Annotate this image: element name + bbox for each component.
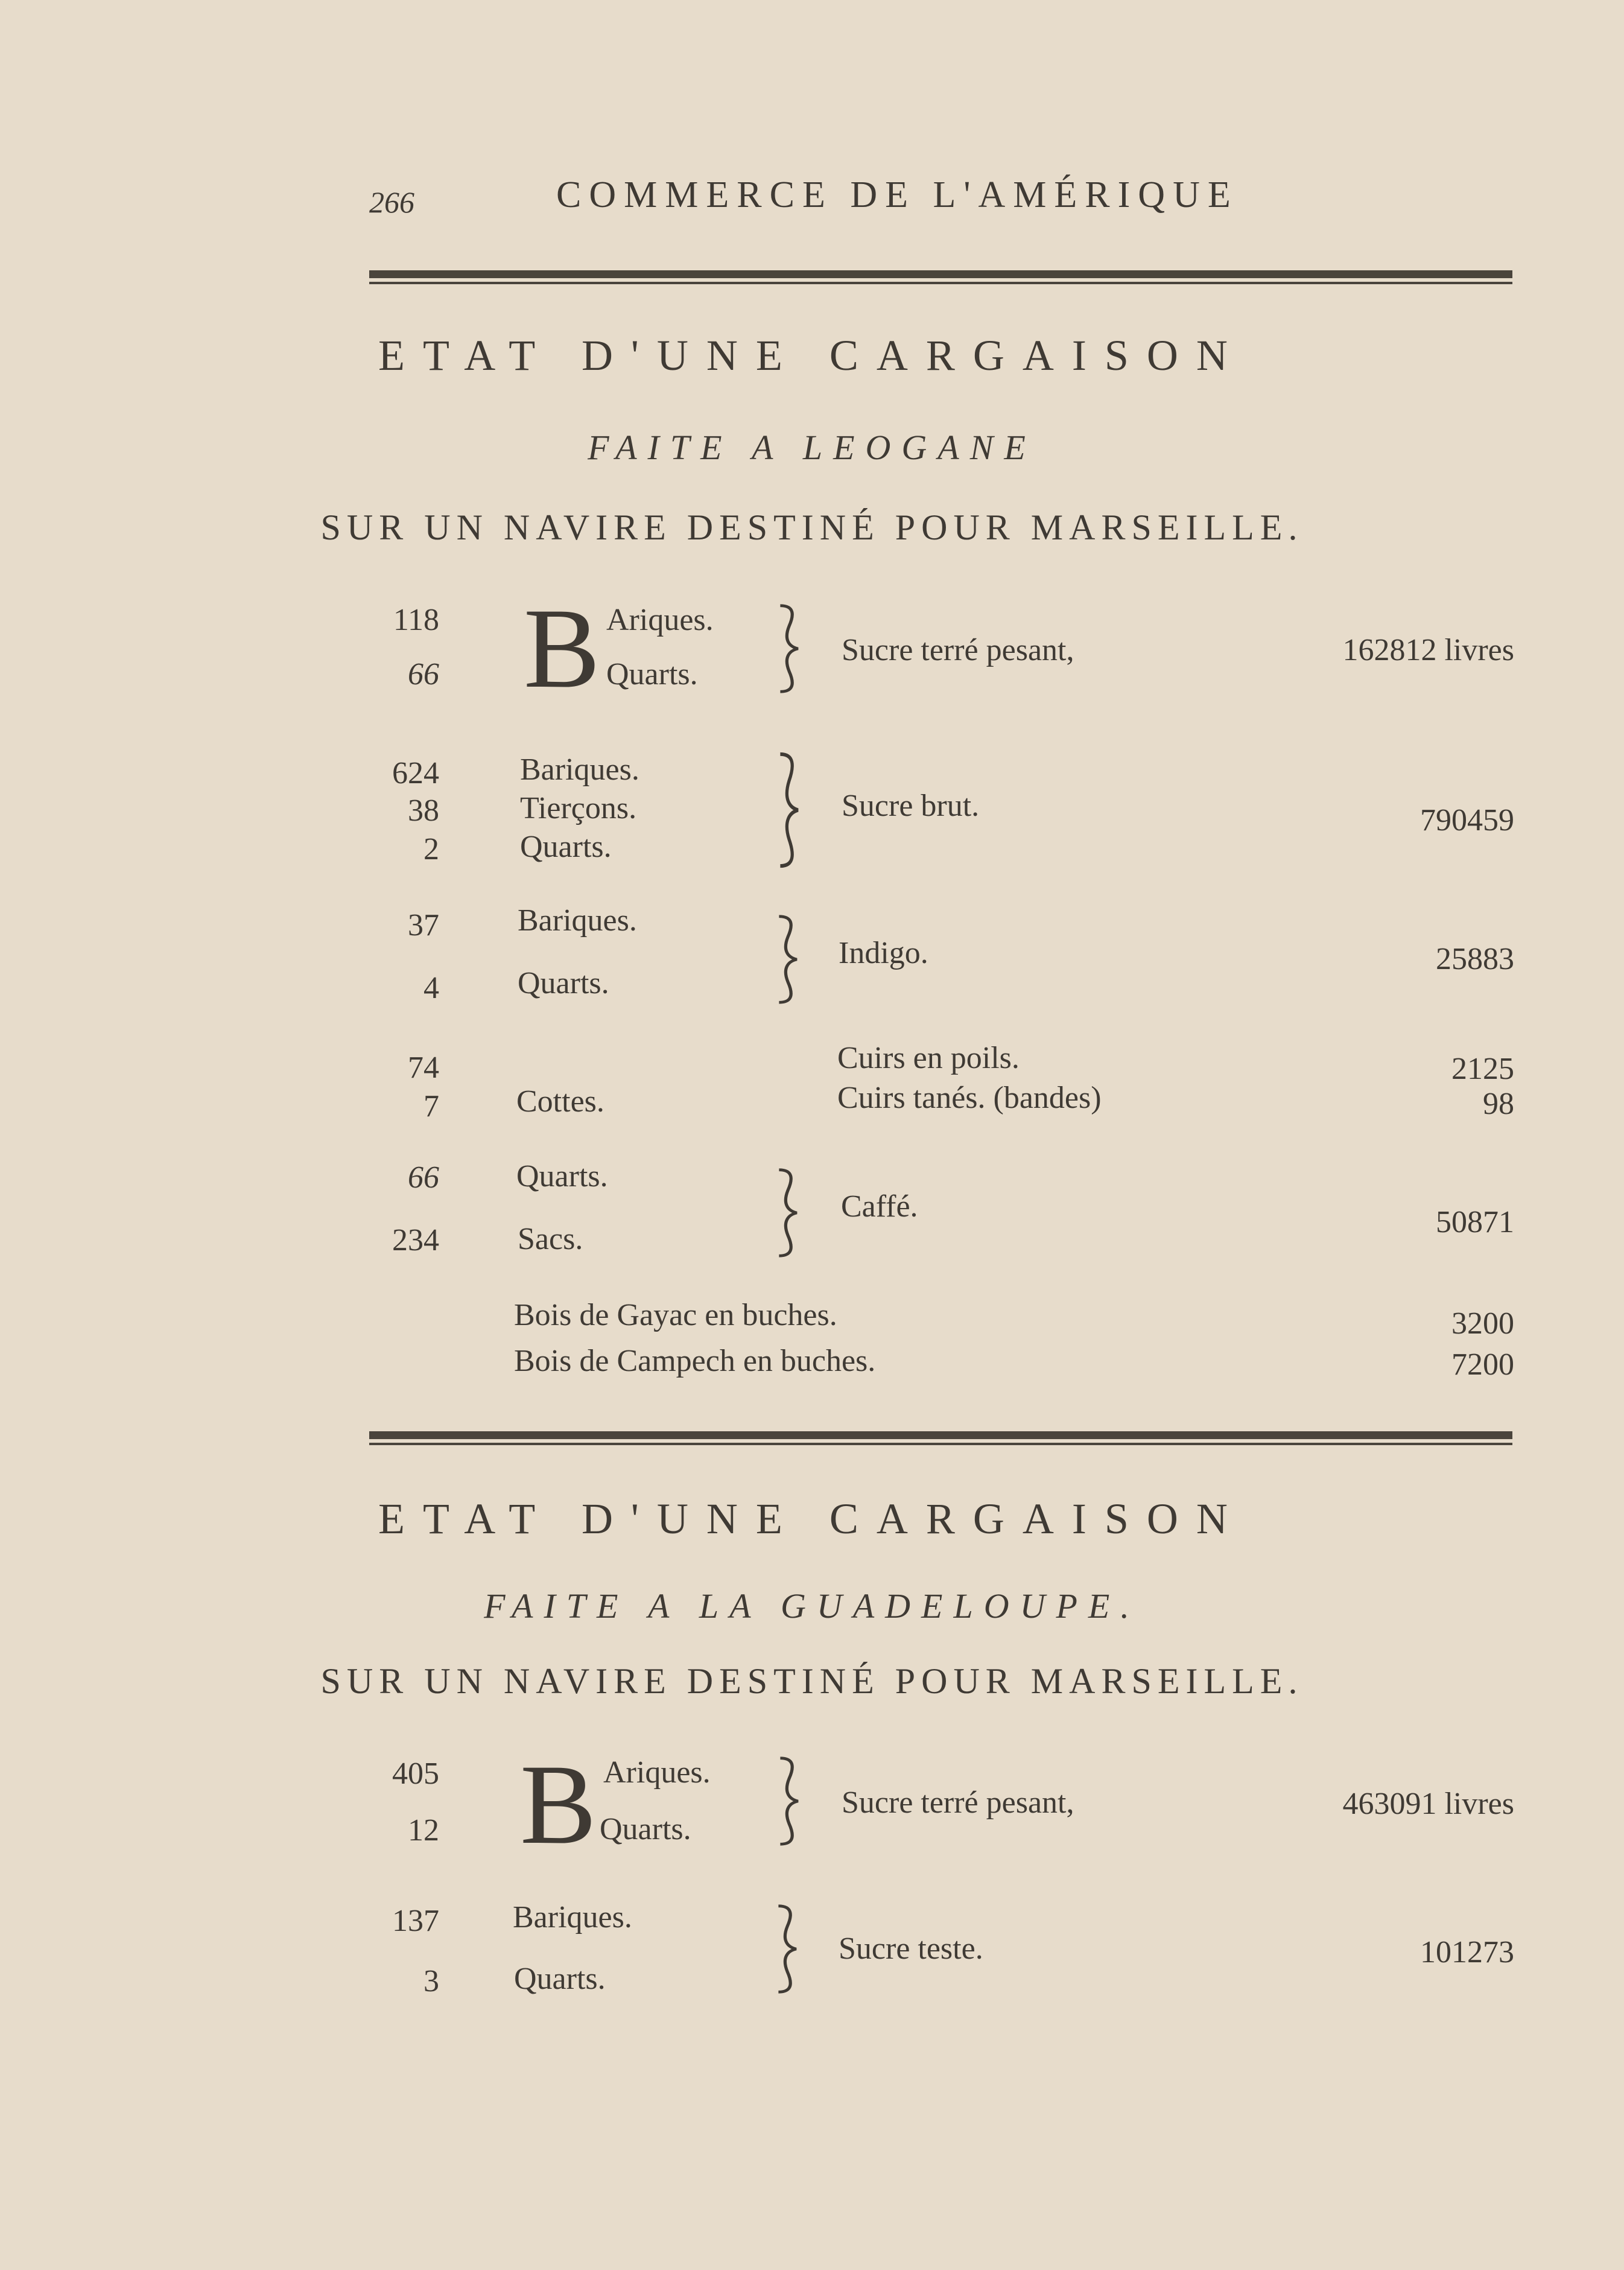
goods: Sucre brut. (842, 789, 980, 823)
section-destination: SUR UN NAVIRE DESTINÉ POUR MARSEILLE. (320, 507, 1304, 547)
quantity: 3200 (1451, 1306, 1514, 1341)
container: Quarts. (518, 966, 609, 1000)
quantity: 25883 (1436, 942, 1514, 976)
count: 234 (392, 1223, 439, 1257)
brace-icon (775, 751, 801, 869)
container: Quarts. (606, 657, 698, 691)
goods: Cuirs en poils. (837, 1041, 1020, 1075)
count: 74 (408, 1051, 439, 1085)
quantity: 790459 (1420, 803, 1514, 838)
container: Bariques. (520, 752, 639, 787)
section-destination: SUR UN NAVIRE DESTINÉ POUR MARSEILLE. (320, 1661, 1304, 1701)
container: Sacs. (518, 1222, 583, 1256)
goods: Sucre terré pesant, (842, 633, 1074, 667)
brace-icon (774, 914, 799, 1005)
container: Bariques. (518, 903, 637, 938)
section-title: ETAT D'UNE CARGAISON (378, 331, 1246, 380)
count: 3 (423, 1964, 439, 1998)
running-title: COMMERCE DE L'AMÉRIQUE (556, 174, 1239, 215)
count: 38 (408, 793, 439, 828)
container: Bariques. (513, 1900, 632, 1935)
goods: Sucre teste. (839, 1931, 983, 1966)
quantity: 7200 (1451, 1347, 1514, 1382)
container: Quarts. (514, 1962, 606, 1996)
quantity: 2125 (1451, 1052, 1514, 1086)
goods: Indigo. (839, 936, 928, 970)
page-number: 266 (369, 185, 414, 219)
initial-letter: B (524, 585, 600, 712)
quantity: 98 (1483, 1087, 1514, 1121)
quantity: 463091 livres (1342, 1787, 1514, 1821)
container: Ariques. (606, 603, 714, 637)
goods: Cuirs tanés. (bandes) (837, 1081, 1102, 1115)
count: 12 (408, 1813, 439, 1848)
page-header (369, 174, 1515, 228)
brace-icon (775, 603, 801, 694)
container: Quarts. (520, 830, 612, 864)
count: 2 (423, 832, 439, 866)
count: 66 (408, 657, 439, 691)
brace-icon (775, 1756, 801, 1846)
container: Quarts. (600, 1812, 691, 1846)
section-place: FAITE A LA GUADELOUPE. (484, 1586, 1140, 1626)
count: 7 (423, 1089, 439, 1124)
section-rule (369, 1431, 1512, 1447)
goods: Caffé. (841, 1189, 918, 1224)
count: 624 (392, 756, 439, 790)
brace-icon (774, 1168, 799, 1258)
container: Ariques. (603, 1755, 711, 1790)
section-place: FAITE A LEOGANE (588, 428, 1036, 467)
goods: Sucre terré pesant, (842, 1785, 1074, 1820)
container: Cottes. (516, 1084, 604, 1119)
count: 37 (408, 908, 439, 943)
count: 137 (392, 1904, 439, 1938)
container: Quarts. (516, 1159, 608, 1194)
count: 118 (393, 603, 439, 637)
count: 4 (423, 971, 439, 1005)
header-rule (369, 270, 1512, 286)
brace-icon (773, 1904, 799, 1994)
section-title: ETAT D'UNE CARGAISON (378, 1495, 1246, 1543)
quantity: 162812 livres (1342, 633, 1514, 667)
initial-letter: B (520, 1741, 597, 1868)
quantity: 101273 (1420, 1935, 1514, 1970)
count: 405 (392, 1757, 439, 1791)
count: 66 (408, 1160, 439, 1195)
quantity: 50871 (1436, 1205, 1514, 1239)
goods: Bois de Campech en buches. (514, 1344, 876, 1378)
goods: Bois de Gayac en buches. (514, 1298, 837, 1332)
container: Tierçons. (520, 791, 637, 825)
